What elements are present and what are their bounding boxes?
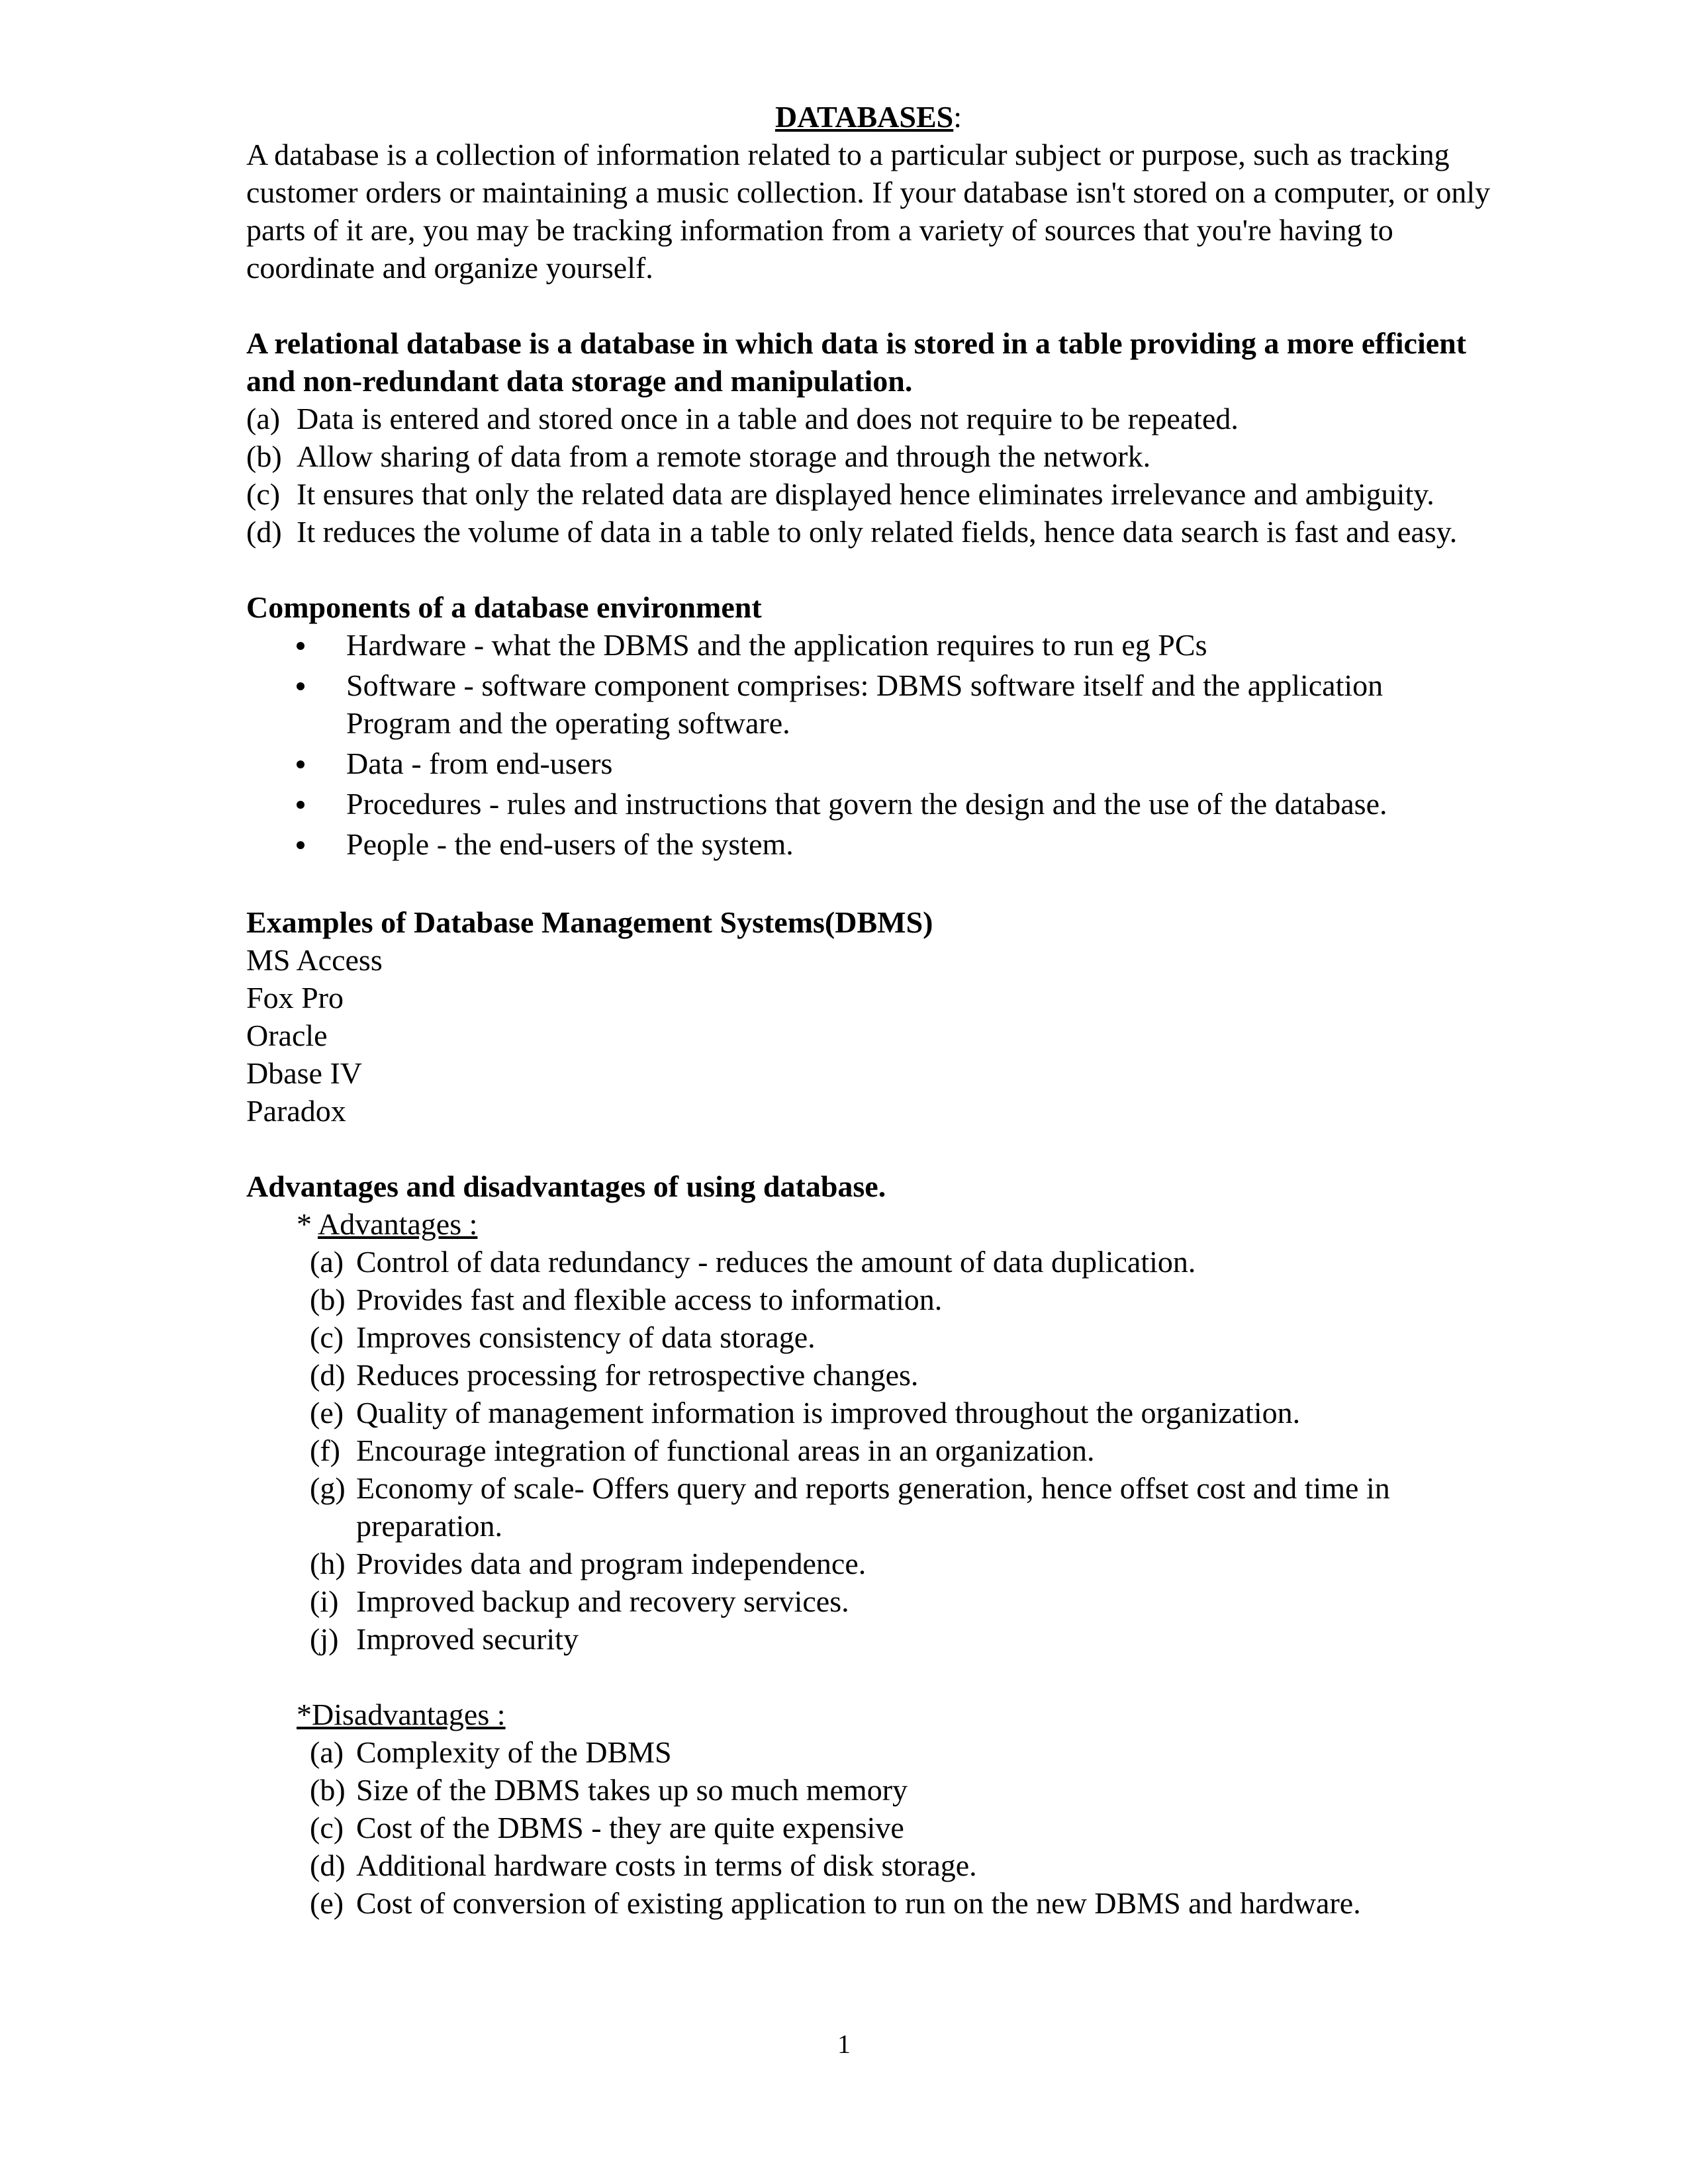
list-item-text: Quality of management information is improved throughout the organization.: [356, 1396, 1301, 1430]
list-item: [310, 1394, 1491, 1432]
list-item: [246, 825, 1491, 863]
list-item-text: Software - software component comprises: DBMS software itself and the application Program and the operating software.: [346, 668, 1383, 740]
list-item-text: Improved backup and recovery services.: [356, 1584, 849, 1618]
list-marker: (c): [246, 477, 281, 511]
list-item-text: People - the end-users of the system.: [346, 827, 794, 861]
list-item-text: Allow sharing of data from a remote storage and through the network.: [297, 439, 1151, 473]
list-marker: (h): [310, 1547, 346, 1580]
list-item-text: Hardware - what the DBMS and the application requires to run eg PCs: [346, 628, 1207, 662]
list-marker: (g): [310, 1471, 346, 1505]
components-heading: Components of a database environment: [246, 590, 762, 624]
bullet-icon: [246, 626, 346, 664]
page-title: DATABASES: [774, 100, 954, 134]
advantages-heading: [246, 1205, 1491, 1243]
list-item: [310, 1620, 1491, 1658]
list-item: [246, 785, 1491, 823]
list-marker: (b): [246, 439, 282, 473]
list-item-text: Data - from end-users: [346, 747, 613, 780]
relational-list: [246, 400, 1491, 551]
advantages-label: Advantages :: [317, 1207, 478, 1241]
list-item-text: It reduces the volume of data in a table to only related fields, hence data search is fast and easy.: [297, 515, 1458, 549]
components-list: [246, 626, 1491, 863]
disadvantages-heading: [246, 1696, 1491, 1733]
disadvantages-list: [246, 1733, 1491, 1922]
list-item: [246, 437, 1491, 475]
example-item: Paradox: [246, 1094, 346, 1128]
list-item-text: Cost of the DBMS - they are quite expensive: [356, 1811, 904, 1844]
list-marker: (a): [310, 1245, 344, 1279]
bullet-icon: [246, 785, 346, 823]
list-item: [310, 1582, 1491, 1620]
list-marker: (c): [310, 1811, 344, 1844]
list-item-text: Economy of scale- Offers query and reports generation, hence offset cost and time in preparation.: [356, 1471, 1390, 1543]
list-marker: (j): [310, 1622, 339, 1656]
list-item: [310, 1356, 1491, 1394]
list-item: [246, 745, 1491, 782]
list-marker: (a): [310, 1735, 344, 1769]
bullet-icon: [246, 825, 346, 863]
list-item-text: Provides fast and flexible access to information.: [356, 1283, 943, 1316]
list-item-text: It ensures that only the related data are displayed hence eliminates irrelevance and ambiguity.: [297, 477, 1434, 511]
list-item: [310, 1318, 1491, 1356]
list-marker: (d): [310, 1358, 346, 1392]
list-item-text: Complexity of the DBMS: [356, 1735, 672, 1769]
example-item: Dbase IV: [246, 1056, 362, 1090]
list-item-text: Improves consistency of data storage.: [356, 1320, 816, 1354]
list-item-text: Provides data and program independence.: [356, 1547, 867, 1580]
example-item: Oracle: [246, 1019, 328, 1052]
relational-heading: A relational database is a database in which data is stored in a table providing a more efficient and non-redundant data storage and manipulation.: [246, 326, 1467, 398]
list-item: [310, 1243, 1491, 1281]
list-marker: (b): [310, 1283, 346, 1316]
bullet-icon: [246, 745, 346, 782]
example-item: Fox Pro: [246, 981, 344, 1015]
title-colon: :: [953, 100, 962, 134]
list-item: [310, 1281, 1491, 1318]
advantages-prefix: *: [297, 1207, 318, 1241]
list-item: [310, 1884, 1491, 1922]
list-item-text: Size of the DBMS takes up so much memory: [356, 1773, 908, 1807]
list-item-text: Procedures - rules and instructions that govern the design and the use of the database.: [346, 787, 1387, 821]
list-item-text: Improved security: [356, 1622, 579, 1656]
list-item: [246, 475, 1491, 513]
list-marker: (d): [310, 1848, 346, 1882]
page-number: 1: [837, 2029, 851, 2059]
list-item: [246, 626, 1491, 664]
document-page: [246, 98, 1491, 1922]
list-marker: (f): [310, 1433, 340, 1467]
list-marker: (b): [310, 1773, 346, 1807]
list-item: [310, 1846, 1491, 1884]
list-item-text: Encourage integration of functional areas in an organization.: [356, 1433, 1095, 1467]
list-marker: (c): [310, 1320, 344, 1354]
list-marker: (a): [246, 402, 281, 435]
list-item-text: Additional hardware costs in terms of disk storage.: [356, 1848, 977, 1882]
intro-paragraph: A database is a collection of information related to a particular subject or purpose, such as tracking customer orders or maintaining a music collection. If your database isn't stored on a computer, or only parts of it are, you may be tracking information from a variety of sources that you're having to coordinate and organize yourself.: [246, 138, 1491, 285]
list-item: [310, 1771, 1491, 1809]
examples-heading: Examples of Database Management Systems(DBMS): [246, 905, 933, 939]
list-item: [310, 1733, 1491, 1771]
list-marker: (e): [310, 1396, 344, 1430]
list-item: [310, 1545, 1491, 1582]
list-item: [310, 1469, 1491, 1545]
list-item: [310, 1432, 1491, 1469]
list-item: [310, 1809, 1491, 1846]
list-item-text: Control of data redundancy - reduces the amount of data duplication.: [356, 1245, 1196, 1279]
list-marker: (e): [310, 1886, 344, 1920]
list-item: [246, 666, 1491, 742]
list-marker: (d): [246, 515, 282, 549]
list-item: [246, 400, 1491, 437]
disadvantages-label: *Disadvantages :: [297, 1698, 506, 1731]
list-item-text: Reduces processing for retrospective changes.: [356, 1358, 919, 1392]
title-line: [246, 98, 1491, 136]
list-item-text: Cost of conversion of existing application to run on the new DBMS and hardware.: [356, 1886, 1361, 1920]
list-item-text: Data is entered and stored once in a table and does not require to be repeated.: [297, 402, 1239, 435]
list-marker: (i): [310, 1584, 339, 1618]
advantages-list: [246, 1243, 1491, 1658]
adv-disadv-heading: Advantages and disadvantages of using database.: [246, 1169, 886, 1203]
example-item: MS Access: [246, 943, 383, 977]
list-item: [246, 513, 1491, 551]
bullet-icon: [246, 666, 346, 742]
